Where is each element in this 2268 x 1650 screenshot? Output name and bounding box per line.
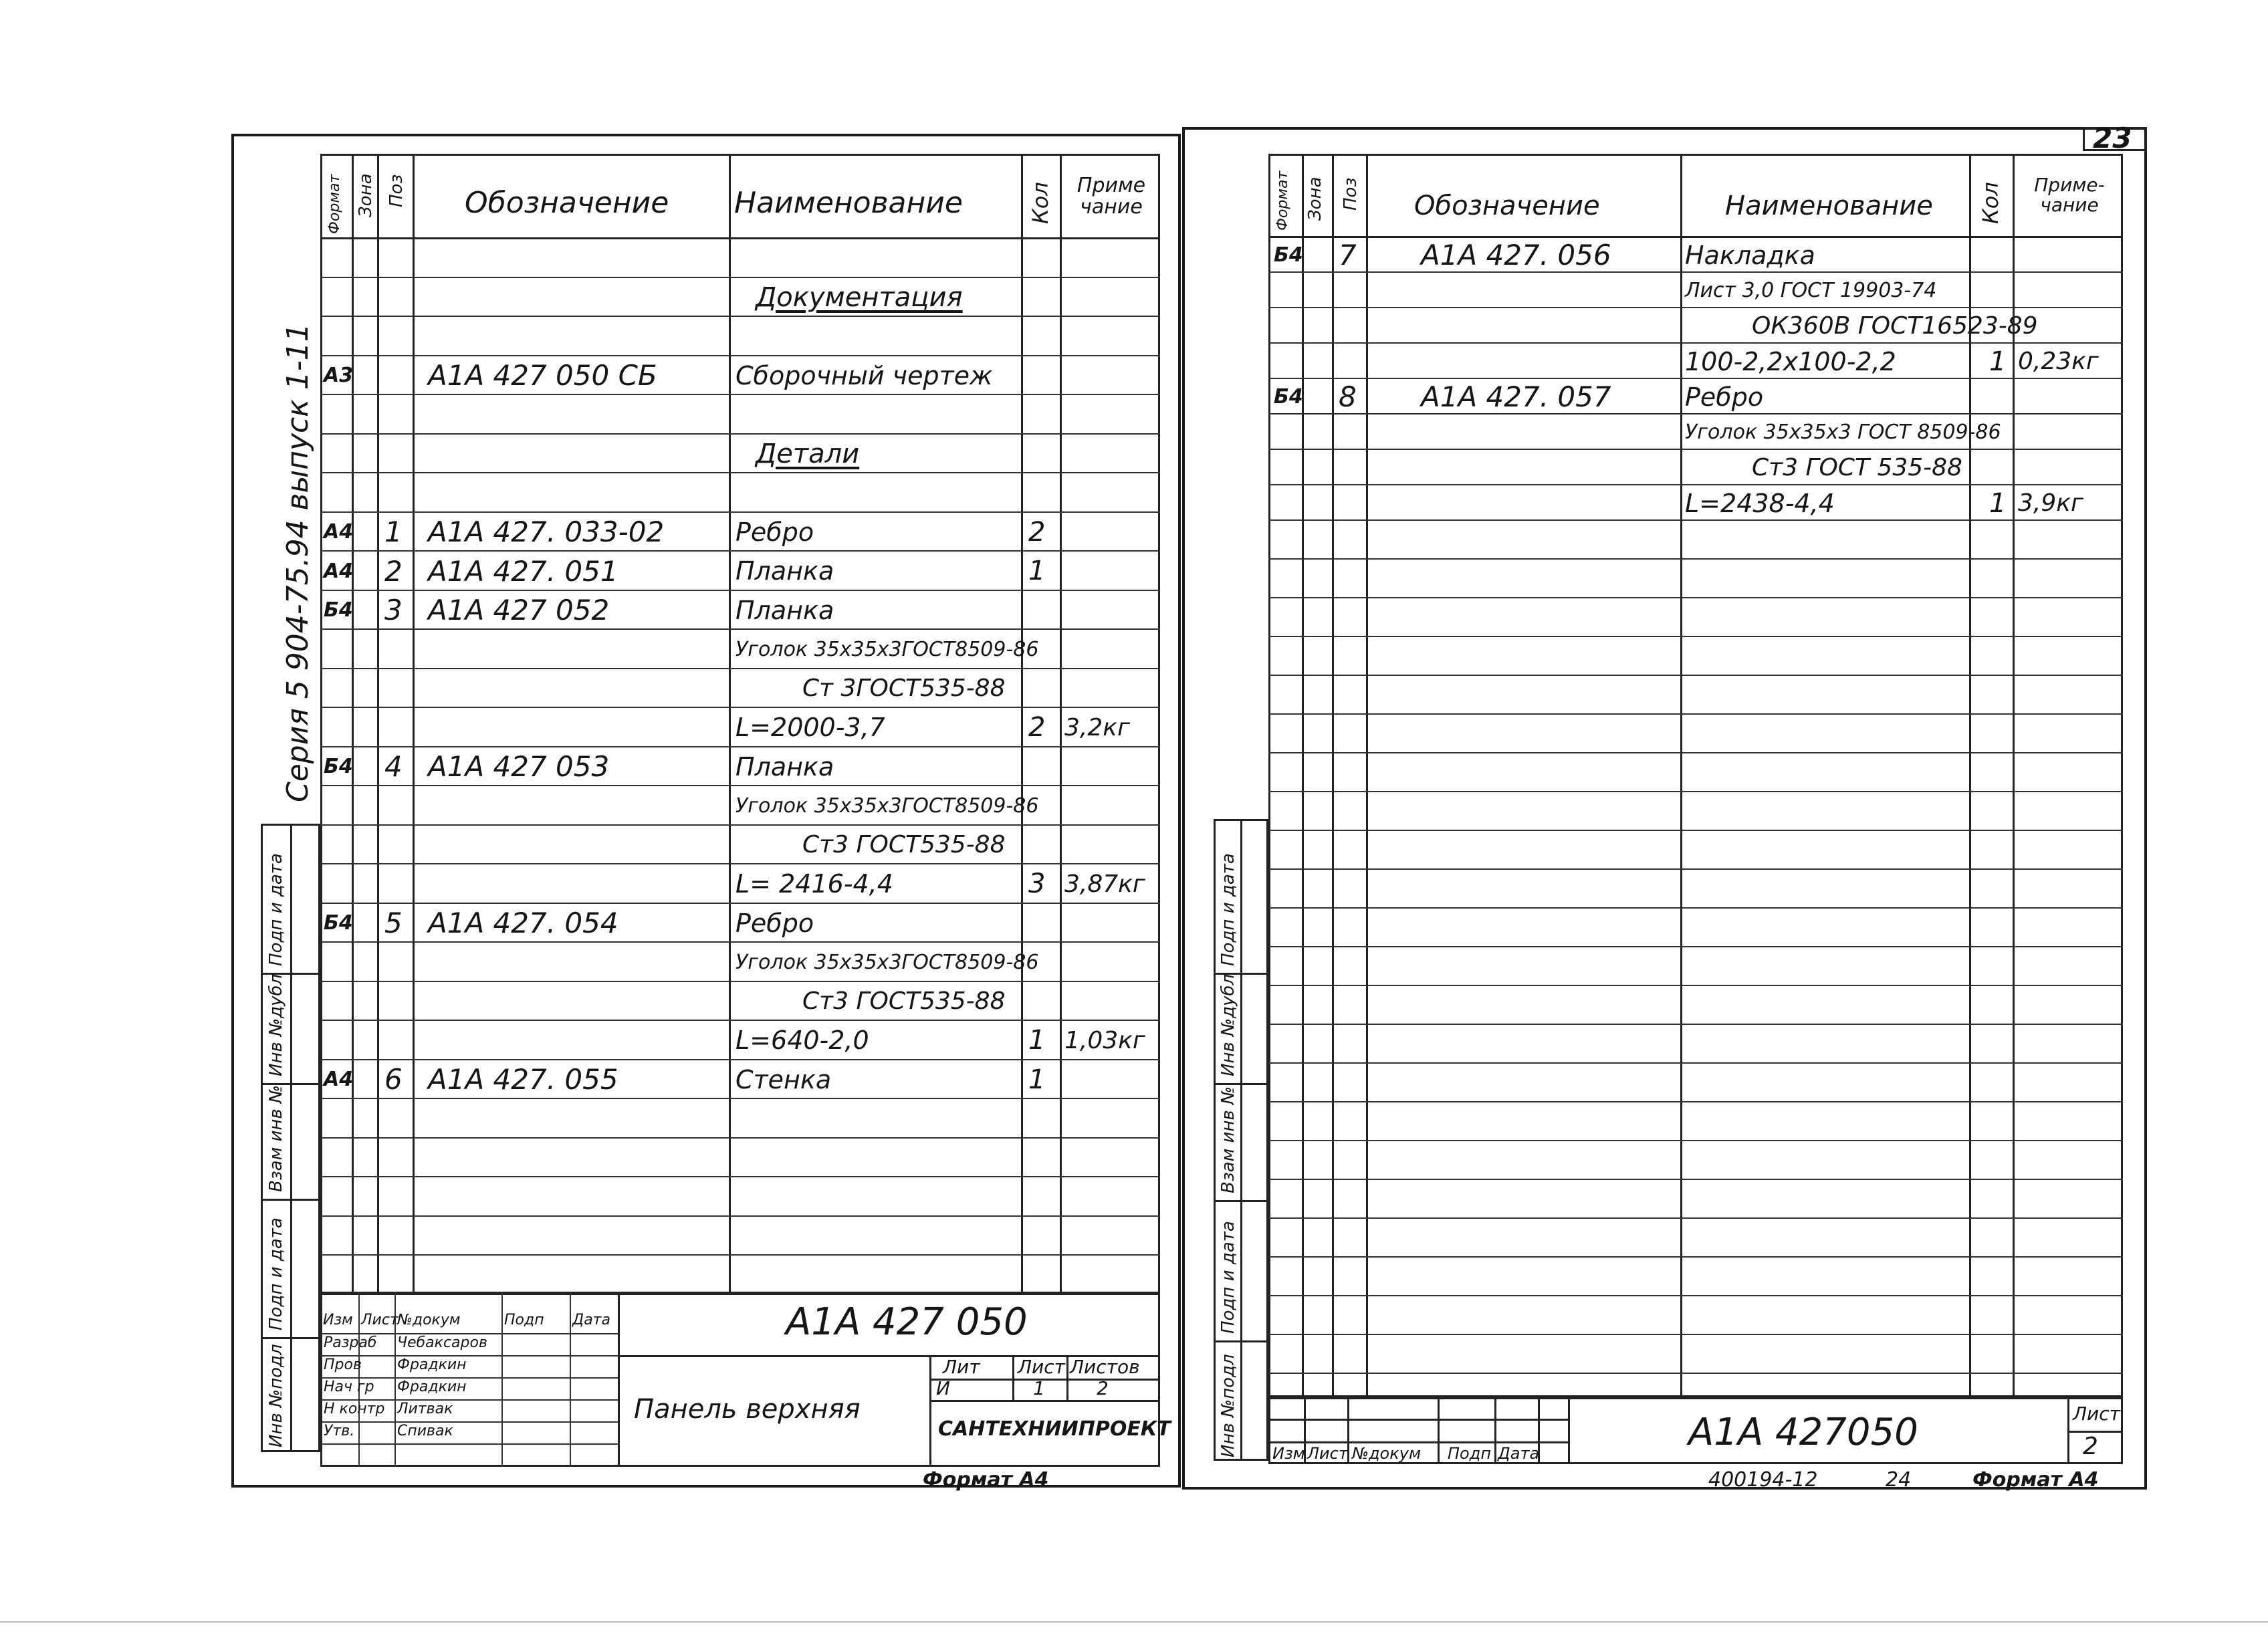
left-title: Панель верхняя xyxy=(634,1394,861,1425)
cell-name: Накладка xyxy=(1685,240,1815,270)
r-stamp-inv-dubl: Инв №дубл xyxy=(1218,973,1238,1076)
r-tb-list: Лист xyxy=(1307,1444,1348,1463)
cell-qty: 3 xyxy=(1028,868,1046,900)
scan-edge-line xyxy=(0,1621,2268,1623)
cell-pos: 2 xyxy=(384,554,403,588)
cell-designation: А1А 427 052 xyxy=(428,594,610,627)
row-divider xyxy=(320,1254,1160,1256)
right-footer-code: 400194-12 xyxy=(1708,1468,1818,1492)
cell-qty: 2 xyxy=(1028,712,1046,743)
cell-format: А4 xyxy=(324,559,354,583)
cell-qty: 1 xyxy=(1989,487,2007,519)
row-divider xyxy=(320,1059,1160,1060)
hdr-pos: Поз xyxy=(386,174,407,207)
row-divider xyxy=(1268,342,2123,344)
row-divider xyxy=(320,355,1160,356)
r-hdr-format: Формат xyxy=(1274,170,1291,231)
right-sheet-value: 2 xyxy=(2083,1433,2098,1460)
approval-role: Утв. xyxy=(324,1423,355,1439)
cell-name: Ст3 ГОСТ535-88 xyxy=(802,831,1006,859)
cell-format: А4 xyxy=(324,520,354,544)
left-sheet-value: 1 xyxy=(1033,1377,1045,1399)
row-divider xyxy=(1268,1373,2123,1374)
cell-name: Сборочный чертеж xyxy=(735,360,993,390)
cell-designation: А1А 427. 055 xyxy=(428,1063,618,1096)
cell-qty: 1 xyxy=(1989,346,2007,377)
left-sheets-value: 2 xyxy=(1097,1377,1109,1399)
cell-designation: А1А 427. 056 xyxy=(1421,239,1611,271)
row-divider xyxy=(320,1020,1160,1021)
row-divider xyxy=(1268,1101,2123,1102)
cell-name: Ребро xyxy=(1685,382,1764,412)
r-tb-data: Дата xyxy=(1498,1444,1540,1463)
row-divider xyxy=(320,511,1160,513)
r-stamp-inv-podl: Инв №подл xyxy=(1218,1354,1238,1457)
hdr-designation: Обозначение xyxy=(465,186,669,220)
row-divider xyxy=(320,472,1160,473)
r-stamp-vzam-inv: Взам инв № xyxy=(1218,1086,1238,1193)
cell-designation: А1А 427 050 СБ xyxy=(428,359,657,392)
row-divider xyxy=(1268,597,2123,598)
hdr-zone: Зона xyxy=(356,173,376,217)
cell-qty: 1 xyxy=(1028,1064,1046,1095)
row-divider xyxy=(1268,713,2123,715)
cell-name: Ст 3ГОСТ535-88 xyxy=(802,675,1006,703)
row-divider xyxy=(320,628,1160,630)
cell-name: Документация xyxy=(756,281,963,313)
cell-qty: 2 xyxy=(1028,516,1046,548)
row-divider xyxy=(320,277,1160,278)
approval-name: Фрадкин xyxy=(397,1379,467,1395)
row-divider xyxy=(1268,378,2123,379)
row-divider xyxy=(320,550,1160,552)
cell-designation: А1А 427 053 xyxy=(428,750,610,784)
cell-format: Б4 xyxy=(324,755,353,779)
approval-header: Изм xyxy=(323,1312,353,1328)
approval-role: Н контр xyxy=(324,1401,385,1417)
cell-pos: 3 xyxy=(384,594,403,627)
row-divider xyxy=(1268,449,2123,450)
row-divider xyxy=(1268,830,2123,831)
approval-header: Лист xyxy=(361,1312,399,1328)
row-divider xyxy=(1268,675,2123,676)
row-divider xyxy=(320,668,1160,669)
right-sheet-label: Лист xyxy=(2073,1403,2120,1425)
cell-pos: 4 xyxy=(384,750,403,784)
cell-name: L= 2416-4,4 xyxy=(735,869,893,899)
row-divider xyxy=(320,707,1160,708)
row-divider xyxy=(320,824,1160,826)
cell-name: Стенка xyxy=(735,1064,832,1094)
row-divider xyxy=(1268,484,2123,485)
hdr-format: Формат xyxy=(326,174,343,234)
cell-format: А3 xyxy=(324,364,354,388)
r-stamp-signdate-1: Подп и дата xyxy=(1218,853,1238,966)
row-divider xyxy=(1268,1140,2123,1141)
cell-name: Планка xyxy=(735,556,834,586)
row-divider xyxy=(320,1137,1160,1139)
cell-name: Лист 3,0 ГОСТ 19903-74 xyxy=(1685,279,1937,302)
stamp-inv-podl: Инв №подл xyxy=(266,1344,286,1447)
approval-header: №докум xyxy=(397,1312,461,1328)
row-divider xyxy=(320,785,1160,786)
cell-note: 3,9кг xyxy=(2018,489,2083,517)
r-hdr-qty: Кол xyxy=(1978,182,2003,224)
page-number: 23 xyxy=(2093,122,2132,154)
cell-name: ОК360В ГОСТ16523-89 xyxy=(1752,312,2038,340)
approval-name: Фрадкин xyxy=(397,1357,467,1373)
cell-name: Ребро xyxy=(735,908,814,938)
cell-pos: 6 xyxy=(384,1063,403,1096)
row-divider xyxy=(320,1215,1160,1217)
r-tb-ndoc: №докум xyxy=(1352,1444,1422,1463)
cell-name: Ст3 ГОСТ 535-88 xyxy=(1752,454,1962,481)
approval-line xyxy=(320,1355,618,1357)
row-divider xyxy=(320,863,1160,864)
cell-name: L=640-2,0 xyxy=(735,1026,869,1056)
cell-pos: 8 xyxy=(1339,380,1357,413)
cell-pos: 7 xyxy=(1339,239,1357,271)
approval-name: Чебаксаров xyxy=(397,1334,487,1351)
row-divider xyxy=(1268,1334,2123,1335)
row-divider xyxy=(1268,413,2123,415)
approval-role: Нач гр xyxy=(324,1379,374,1395)
cell-name: Планка xyxy=(735,595,834,625)
left-doc-code: А1А 427 050 xyxy=(786,1300,1028,1344)
right-footer-num: 24 xyxy=(1886,1468,1912,1492)
cell-pos: 5 xyxy=(384,907,403,940)
right-format: Формат А4 xyxy=(1972,1468,2099,1492)
approval-line xyxy=(320,1421,618,1423)
cell-qty: 1 xyxy=(1028,1025,1046,1056)
cell-name: Ребро xyxy=(735,517,814,547)
r-hdr-designation: Обозначение xyxy=(1414,191,1600,221)
cell-name: Ст3 ГОСТ535-88 xyxy=(802,987,1006,1016)
row-divider xyxy=(320,1098,1160,1099)
row-divider xyxy=(1268,791,2123,792)
r-tb-podp: Подп xyxy=(1448,1444,1492,1463)
row-divider xyxy=(1268,1179,2123,1180)
row-divider xyxy=(320,1176,1160,1177)
row-divider xyxy=(1268,558,2123,560)
cell-note: 3,87кг xyxy=(1064,870,1145,898)
hdr-qty: Кол xyxy=(1028,182,1053,224)
approval-header: Подп xyxy=(504,1312,544,1328)
r-hdr-pos: Поз xyxy=(1341,177,1361,211)
cell-name: Уголок 35х35х3ГОСТ8509-86 xyxy=(735,637,1039,661)
row-divider xyxy=(320,746,1160,747)
stamp-vzam-inv: Взам инв № xyxy=(266,1085,286,1192)
r-tb-izm: Изм xyxy=(1272,1444,1305,1463)
cell-designation: А1А 427. 033-02 xyxy=(428,515,665,549)
r-hdr-zone: Зона xyxy=(1305,176,1325,221)
cell-name: Уголок 35х35х3ГОСТ8509-86 xyxy=(735,794,1039,818)
cell-pos: 1 xyxy=(384,515,403,549)
row-divider xyxy=(320,981,1160,982)
approval-role: Разраб xyxy=(324,1334,377,1351)
cell-note: 1,03кг xyxy=(1064,1026,1145,1054)
row-divider xyxy=(1268,985,2123,986)
row-divider xyxy=(1268,752,2123,753)
row-divider xyxy=(320,903,1160,904)
r-hdr-note: Приме- чание xyxy=(2034,174,2105,216)
cell-name: L=2000-3,7 xyxy=(735,713,885,743)
right-doc-code: А1А 427050 xyxy=(1688,1411,1918,1454)
left-format: Формат А4 xyxy=(923,1468,1049,1492)
approval-header: Дата xyxy=(572,1312,610,1328)
left-sheet-label: Лист xyxy=(1018,1356,1065,1378)
hdr-name: Наименование xyxy=(734,186,963,220)
approval-name: Спивак xyxy=(397,1423,453,1439)
cell-format: Б4 xyxy=(324,598,353,622)
cell-format: А4 xyxy=(324,1068,354,1092)
row-divider xyxy=(320,316,1160,317)
cell-name: Уголок 35х35х3ГОСТ8509-86 xyxy=(735,950,1039,974)
cell-name: Детали xyxy=(756,438,860,469)
row-divider xyxy=(1268,519,2123,521)
row-divider xyxy=(1268,307,2123,308)
cell-qty: 1 xyxy=(1028,556,1046,587)
row-divider xyxy=(1268,946,2123,947)
cell-format: Б4 xyxy=(324,911,353,935)
stamp-signdate-2: Подп и дата xyxy=(266,1217,286,1330)
left-lit-value: И xyxy=(936,1377,950,1399)
cell-format: Б4 xyxy=(1274,385,1303,408)
stamp-signdate-1: Подп и дата xyxy=(266,853,286,966)
row-divider xyxy=(320,941,1160,943)
hdr-note: Приме чание xyxy=(1076,174,1146,219)
row-divider xyxy=(1268,1024,2123,1025)
approval-role: Пров xyxy=(324,1357,362,1373)
r-stamp-signdate-2: Подп и дата xyxy=(1218,1221,1238,1334)
cell-name: Планка xyxy=(735,751,834,782)
cell-note: 0,23кг xyxy=(2018,348,2099,375)
row-divider xyxy=(320,433,1160,435)
series-label: Серия 5 904-75.94 выпуск 1-11 xyxy=(281,323,315,802)
row-divider xyxy=(1268,636,2123,637)
row-divider xyxy=(1268,1295,2123,1296)
approval-line xyxy=(320,1443,618,1445)
cell-designation: А1А 427. 057 xyxy=(1421,380,1611,413)
cell-designation: А1А 427. 054 xyxy=(428,907,618,940)
approval-col xyxy=(570,1292,571,1467)
row-divider xyxy=(1268,1256,2123,1258)
approval-name: Литвак xyxy=(397,1401,453,1417)
cell-name: L=2438-4,4 xyxy=(1685,488,1835,518)
cell-format: Б4 xyxy=(1274,243,1303,267)
cell-name: Уголок 35х35х3 ГОСТ 8509-86 xyxy=(1685,421,2001,444)
left-sheets-label: Листов xyxy=(1070,1356,1140,1378)
row-divider xyxy=(1268,1217,2123,1219)
cell-note: 3,2кг xyxy=(1064,713,1130,741)
row-divider xyxy=(320,590,1160,591)
row-divider xyxy=(1268,868,2123,870)
row-divider xyxy=(1268,907,2123,909)
row-divider xyxy=(1268,271,2123,273)
r-hdr-name: Наименование xyxy=(1725,191,1933,221)
approval-col xyxy=(501,1292,503,1467)
cell-designation: А1А 427. 051 xyxy=(428,554,618,588)
row-divider xyxy=(1268,1062,2123,1064)
left-org: САНТЕХНИИПРОЕКТ xyxy=(938,1417,1171,1441)
stamp-inv-dubl: Инв №дубл xyxy=(266,973,286,1076)
row-divider xyxy=(320,394,1160,395)
cell-name: 100-2,2х100-2,2 xyxy=(1685,346,1896,376)
left-lit-label: Лит xyxy=(943,1356,980,1378)
